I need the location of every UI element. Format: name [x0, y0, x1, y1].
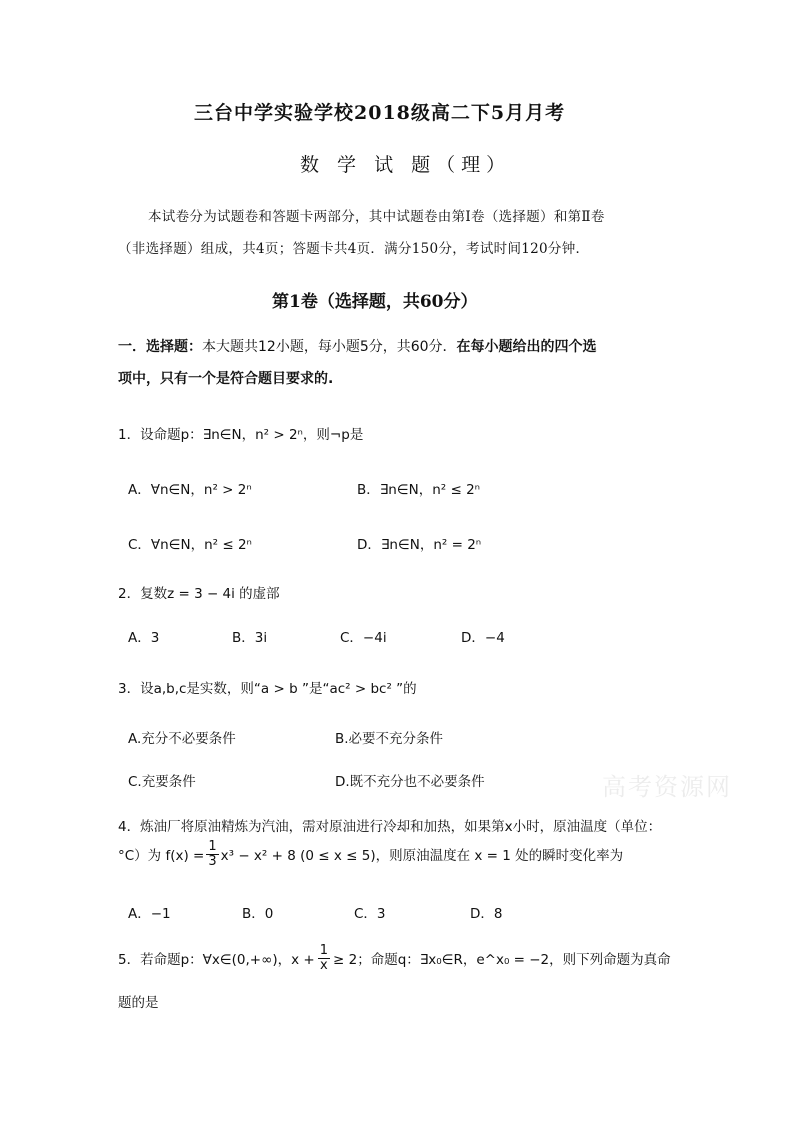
question-1-option-c: C．∀n∈N，n² ≤ 2ⁿ: [128, 537, 252, 553]
instruction-label: 一．选择题：: [118, 339, 202, 355]
intro-line-2: （非选择题）组成，共4页；答题卡共4页．满分150分，考试时间120分钟．: [118, 241, 590, 257]
question-4-option-a: A．−1: [128, 906, 171, 922]
question-4-stem-line-1: 4．炼油厂将原油精炼为汽油，需对原油进行冷却和加热，如果第x小时，原油温度（单位：: [118, 819, 662, 835]
fraction-numerator: 1: [208, 839, 217, 854]
question-5-stem-line-2: 题的是: [118, 995, 159, 1011]
section-instruction-line-2: 项中，只有一个是符合题目要求的.: [118, 371, 334, 387]
question-4-option-b: B．0: [242, 906, 274, 922]
question-4-stem-part-b: x³ − x² + 8 (0 ≤ x ≤ 5)，则原油温度在 x = 1 处的瞬时变化率为: [220, 848, 624, 864]
question-1-stem: 1．设命题p：∃n∈N，n² > 2ⁿ，则¬p是: [118, 427, 364, 443]
question-2-option-a: A．3: [128, 630, 160, 646]
question-1-option-b: B．∃n∈N，n² ≤ 2ⁿ: [357, 482, 481, 498]
question-2-stem: 2．复数z = 3 − 4i 的虚部: [118, 586, 280, 602]
question-3-option-a: A.充分不必要条件: [128, 731, 236, 747]
question-4-stem-part-a: °C）为 f(x) =: [118, 848, 205, 864]
fraction-numerator: 1: [319, 943, 328, 958]
question-1-option-a: A．∀n∈N，n² > 2ⁿ: [128, 482, 252, 498]
question-4-option-c: C．3: [354, 906, 386, 922]
question-4-option-d: D．8: [470, 906, 503, 922]
question-5-stem-part-a: 5．若命题p：∀x∈(0,+∞)，x +: [118, 952, 315, 968]
instruction-text: 本大题共12小题，每小题5分，共60分．: [202, 339, 457, 355]
section-title: 第1卷（选择题，共60分）: [272, 292, 478, 312]
question-2-option-c: C．−4i: [340, 630, 387, 646]
fraction-denominator: 3: [208, 854, 217, 869]
exam-title: 三台中学实验学校2018级高二下5月月考: [194, 102, 566, 124]
question-2-option-b: B．3i: [232, 630, 268, 646]
question-5-stem-part-b: ≥ 2；命题q：∃x₀∈R，e^x₀ = −2，则下列命题为真命: [333, 952, 671, 968]
exam-subtitle: 数 学 试 题（理）: [300, 154, 512, 176]
question-5-fraction: [318, 944, 330, 972]
question-5-stem-line-1: [118, 944, 671, 972]
question-3-stem: 3．设a,b,c是实数，则“a > b ”是“ac² > bc² ”的: [118, 681, 417, 697]
question-2-option-d: D．−4: [461, 630, 505, 646]
instruction-emphasis: 在每小题给出的四个选: [456, 339, 597, 355]
question-3-option-b: B.必要不充分条件: [335, 731, 444, 747]
question-1-option-d: D．∃n∈N，n² = 2ⁿ: [357, 537, 482, 553]
section-instruction-line-1: [118, 336, 597, 356]
watermark-text: 高考资源网: [602, 773, 732, 801]
question-4-fraction: [206, 840, 218, 868]
question-4-stem-line-2: [118, 840, 623, 868]
fraction-denominator: x: [320, 958, 328, 973]
intro-line-1: 本试卷分为试题卷和答题卡两部分，其中试题卷由第Ⅰ卷（选择题）和第Ⅱ卷: [148, 209, 605, 225]
question-3-option-d: D.既不充分也不必要条件: [335, 774, 485, 790]
question-3-option-c: C.充要条件: [128, 774, 196, 790]
